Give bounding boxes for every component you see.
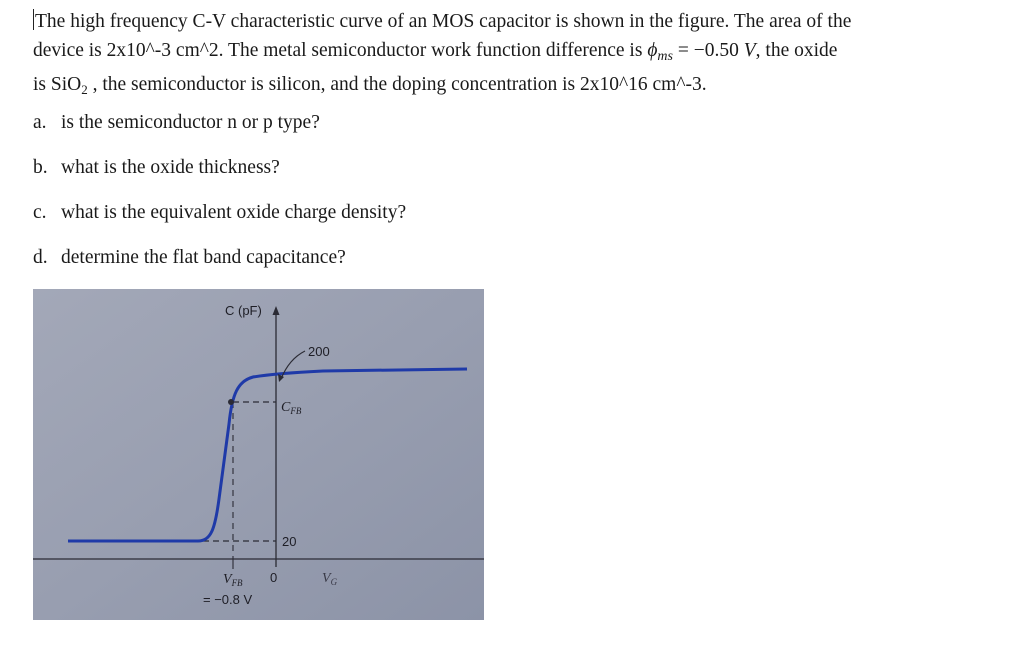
y-axis-label: C (pF) — [225, 303, 262, 318]
problem-line-1: The high frequency C-V characteristic curve of an MOS capacitor is shown in the figure. The area of the — [35, 11, 852, 32]
origin-label: 0 — [270, 570, 278, 585]
text-cursor — [33, 9, 34, 30]
flat-band-point — [228, 399, 234, 405]
problem-statement — [33, 8, 1013, 105]
problem-line-2: device is 2x10^-3 cm^2. The metal semiconductor work function difference is $\phi_{ms} = -0.50$ V, the oxide — [33, 39, 838, 64]
phi-symbol: ϕ — [647, 39, 658, 61]
cfb-label: $C_{FB}$ — [281, 400, 302, 416]
vfb-value-label: = −0.8 V — [203, 592, 253, 607]
cv-curve-chart — [33, 289, 484, 620]
problem-line-3: is SiO$_2$ , the semiconductor is silicon, and the doping concentration is 2x10^16 cm^-3. — [33, 74, 707, 97]
figure-background — [33, 289, 484, 620]
cv-curve-figure — [33, 289, 484, 620]
phi-subscript: ms — [657, 48, 673, 64]
vfb-label: $V_{FB}$ — [223, 572, 243, 588]
question-a: a. is the semiconductor n or p type? — [33, 112, 320, 133]
question-b: b. what is the oxide thickness? — [33, 157, 280, 178]
question-c: c. what is the equivalent oxide charge density? — [33, 202, 407, 223]
cmin-label: 20 — [282, 534, 297, 549]
question-d: d. determine the flat band capacitance? — [33, 247, 346, 268]
cmax-label: 200 — [308, 344, 330, 359]
x-axis-label: $V_G$ — [322, 571, 338, 587]
